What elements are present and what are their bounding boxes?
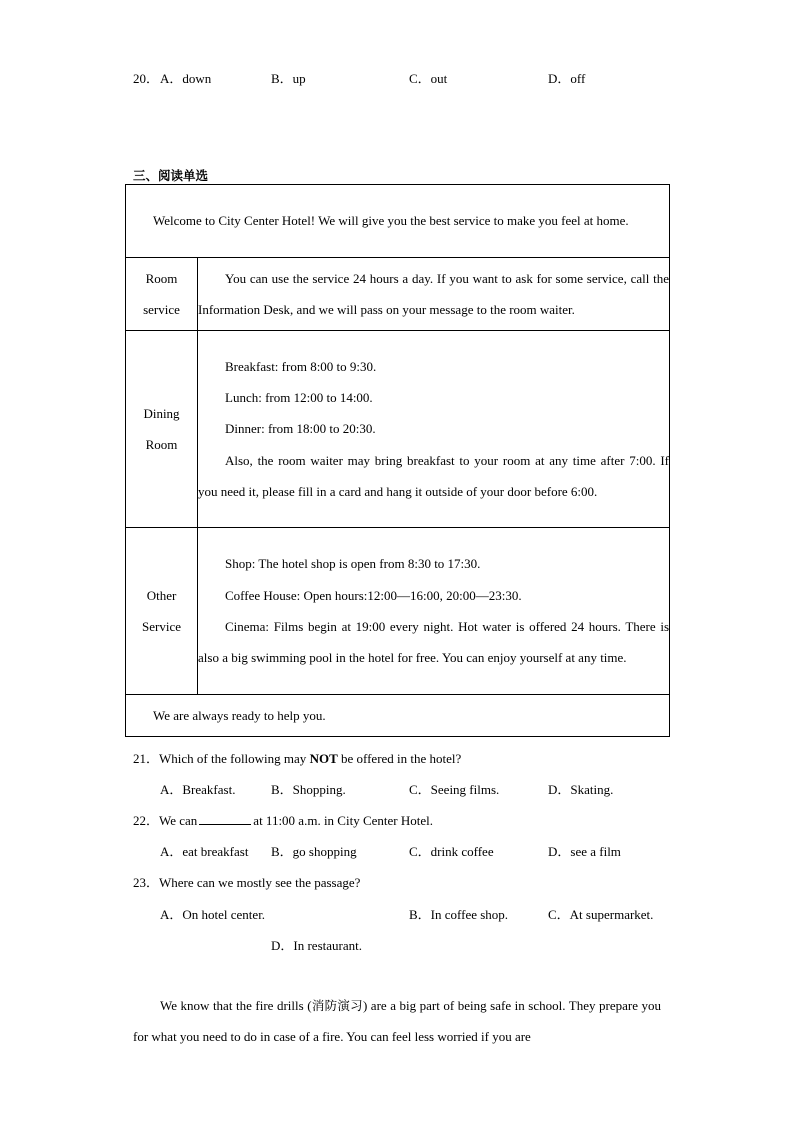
stem-text: 22．We can (133, 813, 198, 828)
stem-text: be offered in the hotel? (337, 751, 462, 766)
closing-text: We are always ready to help you. (153, 707, 326, 723)
row-label (126, 331, 198, 528)
row-label-line: Room (145, 270, 178, 286)
option-c: C．At supermarket. (548, 907, 654, 922)
passage-chinese-term: 消防演习 (311, 998, 363, 1013)
passage-text: We know that the fire drills ( (160, 998, 312, 1013)
hotel-info-table (125, 184, 670, 737)
option-d: D．off (548, 71, 586, 86)
fire-drill-passage (133, 990, 661, 1053)
row-paragraph: Breakfast: from 8:00 to 9:30. (225, 358, 377, 374)
option-d: D．In restaurant. (271, 938, 362, 953)
option-b: B．up (271, 71, 306, 86)
option-d: D．Skating. (548, 782, 614, 797)
welcome-cell (126, 185, 670, 258)
row-content (198, 528, 670, 695)
option-a: A．eat breakfast (160, 844, 249, 859)
option-b: B．go shopping (271, 844, 357, 859)
closing-cell (126, 695, 670, 737)
row-paragraph: Cinema: Films begin at 19:00 every night. Hot water is offered 24 hours. There is also a big swimming pool in the hotel for free. You can enjoy yourself at any time. (198, 619, 669, 666)
row-paragraph: Coffee House: Open hours:12:00—16:00, 20:00—23:30. (225, 587, 522, 603)
question-stem: 23．Where can we mostly see the passage? (133, 875, 361, 890)
row-paragraph: Also, the room waiter may bring breakfast to your room at any time after 7:00. If you need it, please fill in a card and hang it outside of your door before 6:00. (198, 452, 669, 499)
stem-text: 21．Which of the following may (133, 751, 310, 766)
row-paragraph: You can use the service 24 hours a day. If you want to ask for some service, call the Information Desk, and we will pass on your message to the room waiter. (198, 270, 669, 317)
row-paragraph: Dinner: from 18:00 to 20:30. (225, 421, 376, 437)
row-content (198, 258, 670, 331)
question-stem (133, 748, 461, 767)
table-row-closing (126, 695, 670, 737)
option-c: C．drink coffee (409, 844, 494, 859)
row-label (126, 528, 198, 695)
passage-text: ) are a big part of being safe in school. They prepare you for what you need to do in case of a fire. You can feel less worried if you are (133, 998, 661, 1045)
section-heading: 三、阅读单选 (133, 168, 209, 183)
row-label-line: Dining (143, 405, 180, 421)
table-row-dining-room (126, 331, 670, 528)
option-a: A．down (160, 71, 212, 86)
row-label-line: Service (142, 619, 181, 634)
row-content (198, 331, 670, 528)
stem-emphasis: NOT (309, 751, 338, 766)
row-paragraph: Lunch: from 12:00 to 14:00. (225, 390, 373, 406)
answer-blank (199, 812, 251, 825)
option-b: B．Shopping. (271, 782, 346, 797)
option-b: B．In coffee shop. (409, 907, 509, 922)
row-label (126, 258, 198, 331)
question-stem (133, 810, 433, 829)
option-c: C．out (409, 71, 448, 86)
option-c: C．Seeing films. (409, 782, 500, 797)
stem-text: at 11:00 a.m. in City Center Hotel. (253, 813, 433, 828)
row-label-line: Other (146, 587, 177, 603)
row-label-line: service (143, 302, 180, 317)
table-row-other-service (126, 528, 670, 695)
option-d: D．see a film (548, 844, 621, 859)
question-number: 20． (133, 71, 160, 86)
option-a: A．On hotel center. (160, 907, 266, 922)
row-label-line: Room (145, 437, 178, 452)
welcome-text: Welcome to City Center Hotel! We will give you the best service to make you feel at home. (153, 213, 629, 229)
option-a: A．Breakfast. (160, 782, 236, 797)
table-row-welcome (126, 185, 670, 258)
table-row-room-service (126, 258, 670, 331)
row-paragraph: Shop: The hotel shop is open from 8:30 to 17:30. (225, 556, 481, 572)
